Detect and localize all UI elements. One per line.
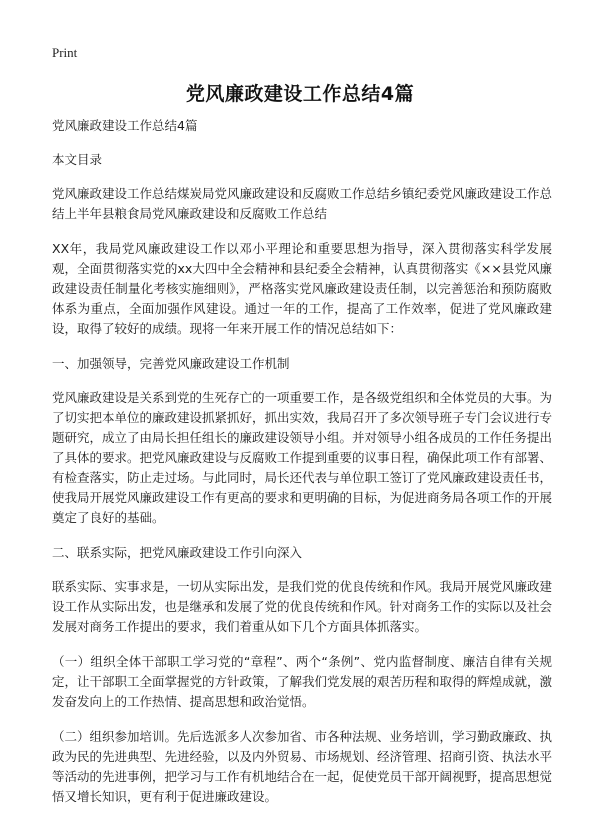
section-heading-2: 二、联系实际，把党风廉政建设工作引向深入 — [52, 545, 303, 560]
item-1-paragraph: （一）组织全体干部职工学习党的“章程”、两个“条例”、党内监督制度、廉洁自律有关规定，让干部职工全面掌握党的方针政策，了解我们党发展的艰苦历程和取得的辉煌成就，激发奋发向上的工作热情、提高思想和政治觉悟。 — [52, 654, 553, 709]
toc-heading: 本文目录 — [52, 152, 103, 167]
subtitle-paragraph: 党风廉政建设工作总结4篇 — [52, 118, 198, 133]
document-title: 党风廉政建设工作总结4篇 — [185, 83, 415, 105]
toc-list: 党风廉政建设工作总结煤炭局党风廉政建设和反腐败工作总结乡镇纪委党风廉政建设工作总结上半年县粮食局党风廉政建设和反腐败工作总结 — [52, 186, 553, 221]
section-2-paragraph: 联系实际、实事求是，一切从实际出发，是我们党的优良传统和作风。我局开展党风廉政建设工作从实际出发，也是继承和发展了党的优良传统和作风。针对商务工作的实际以及社会发展对商务工作提出的要求，我们着重从如下几个方面具体抓落实。 — [52, 579, 553, 634]
item-2-paragraph: （二）组织参加培训。先后选派多人次参加省、市各种法规、业务培训，学习勤政廉政、执政为民的先进典型、先进经验，以及内外贸易、市场规划、经济管理、招商引资、执法水平等活动的先进事例，把学习与工作有机地结合在一起，促使党员干部开阔视野，提高思想觉悟又增长知识，更有利于促进廉政建设。 — [52, 729, 553, 804]
intro-paragraph: XX年，我局党风廉政建设工作以邓小平理论和重要思想为指导，深入贯彻落实科学发展观，全面贯彻落实党的xx大四中全会精神和县纪委全会精神，认真贯彻落实《××县党风廉政建设责任制量化考核实施细则》，严格落实党风廉政建设责任制，以完善惩治和预防腐败体系为重点，全面加强作风建设。通过一年的工作，提高了工作效率，促进了党风廉政建设，取得了较好的成绩。现将一年来开展工作的情况总结如下： — [52, 241, 552, 336]
document-body — [52, 116, 552, 822]
print-label[interactable]: Print — [52, 45, 78, 60]
section-1-paragraph: 党风廉政建设是关系到党的生死存亡的一项重要工作，是各级党组织和全体党员的大事。为了切实把本单位的廉政建设抓紧抓好，抓出实效，我局召开了多次领导班子专门会议进行专题研究，成立了由局长担任组长的廉政建设领导小组。并对领导小组各成员的工作任务提出了具体的要求。把党风廉政建设与反腐败工作提到重要的议事日程，确保此项工作有部署、有检查落实，防止走过场。与此同时，局长还代表与单位职工签订了党风廉政建设责任书，使我局开展党风廉政建设工作有更高的要求和更明确的目标，为促进商务局各项工作的开展奠定了良好的基础。 — [52, 390, 553, 525]
section-heading-1: 一、加强领导，完善党风廉政建设工作机制 — [52, 356, 290, 371]
